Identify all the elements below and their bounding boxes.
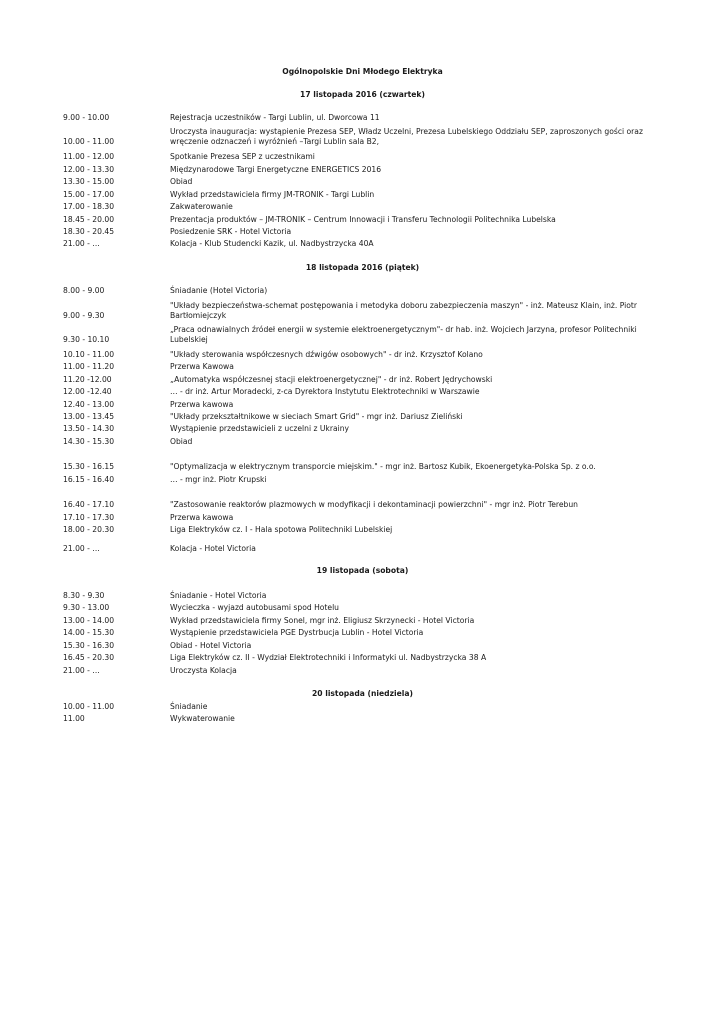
schedule-time: 18.30 - 20.45 bbox=[63, 227, 115, 236]
schedule-description: Wykwaterowanie bbox=[170, 714, 235, 723]
schedule-description: Rejestracja uczestników - Targi Lublin, ul. Dworcowa 11 bbox=[170, 113, 380, 122]
schedule-description: Kolacja - Klub Studencki Kazik, ul. Nadbystrzycka 40A bbox=[170, 239, 374, 248]
schedule-time: 16.45 - 20.30 bbox=[63, 653, 115, 662]
schedule-time: 21.00 - … bbox=[63, 239, 100, 248]
schedule-time: 15.00 - 17.00 bbox=[63, 190, 115, 199]
schedule-description: „Praca odnawialnych źródeł energii w systemie elektroenergetycznym"- dr hab. inż. Wojciech Jarzyna, profesor Politechniki Lubelskiej bbox=[170, 325, 637, 344]
schedule-description: Liga Elektryków cz. I - Hala spotowa Politechniki Lubelskiej bbox=[170, 525, 393, 534]
schedule-description: Śniadanie - Hotel Victoria bbox=[170, 591, 267, 600]
schedule-time: 17.00 - 18.30 bbox=[63, 202, 115, 211]
schedule-time: 13.50 - 14.30 bbox=[63, 424, 115, 433]
schedule-description: Wystąpienie przedstawicieli z uczelni z Ukrainy bbox=[170, 424, 350, 433]
schedule-time: 15.30 - 16.15 bbox=[63, 462, 115, 471]
schedule-time: 12.40 - 13.00 bbox=[63, 400, 115, 409]
schedule-description: "Układy przekształtnikowe w sieciach Smart Grid" - mgr inż. Dariusz Zieliński bbox=[170, 412, 463, 421]
schedule-description: Międzynarodowe Targi Energetyczne ENERGETICS 2016 bbox=[170, 165, 382, 174]
day-heading: 18 listopada 2016 (piątek) bbox=[305, 263, 420, 272]
schedule-time: 14.30 - 15.30 bbox=[63, 437, 115, 446]
schedule-time: 16.15 - 16.40 bbox=[63, 475, 115, 484]
schedule-description: Kolacja - Hotel Victoria bbox=[170, 544, 256, 553]
schedule-time: 10.00 - 11.00 bbox=[63, 702, 115, 711]
schedule-description: Uroczysta inauguracja: wystąpienie Prezesa SEP, Władz Uczelni, Prezesa Lubelskiego Oddziału SEP, zaproszonych gości oraz wręczenie odznaczeń i wyróżnień –Targi Lublin sala B2, bbox=[170, 127, 643, 146]
schedule-description: Śniadanie (Hotel Victoria) bbox=[170, 286, 268, 295]
schedule-description: "Układy sterowania współczesnych dźwigów osobowych" - dr inż. Krzysztof Kolano bbox=[170, 350, 483, 359]
schedule-time: 18.00 - 20.30 bbox=[63, 525, 115, 534]
schedule-time: 16.40 - 17.10 bbox=[63, 500, 115, 509]
schedule-time: 13.00 - 14.00 bbox=[63, 616, 115, 625]
schedule-time: 13.00 - 13.45 bbox=[63, 412, 115, 421]
schedule-time: 12.00 -12.40 bbox=[63, 387, 112, 396]
schedule-description: "Układy bezpieczeństwa-schemat postępowania i metodyka doboru zabezpieczenia maszyn" - inż. Mateusz Klain, inż. Piotr Bartłomiejczyk bbox=[170, 301, 638, 320]
schedule-description: Wykład przedstawiciela firmy JM-TRONIK - Targi Lublin bbox=[170, 190, 375, 199]
schedule-description: Wycieczka - wyjazd autobusami spod Hotelu bbox=[170, 603, 339, 612]
schedule-time: 21.00 - … bbox=[63, 666, 100, 675]
schedule-time: 11.00 - 11.20 bbox=[63, 362, 115, 371]
schedule-time: 10.10 - 11.00 bbox=[63, 350, 115, 359]
schedule-description: Zakwaterowanie bbox=[170, 202, 233, 211]
schedule-description: Wystąpienie przedstawiciela PGE Dystrbucja Lublin - Hotel Victoria bbox=[170, 628, 424, 637]
day-heading: 17 listopada 2016 (czwartek) bbox=[300, 90, 425, 99]
schedule-time: 12.00 - 13.30 bbox=[63, 165, 115, 174]
schedule-time: 8.00 - 9.00 bbox=[63, 286, 105, 295]
page-title: Ogólnopolskie Dni Młodego Elektryka bbox=[282, 67, 443, 76]
schedule-time: 9.30 - 13.00 bbox=[63, 603, 110, 612]
schedule-time: 11.20 -12.00 bbox=[63, 375, 112, 384]
schedule-time: 10.00 - 11.00 bbox=[63, 137, 115, 146]
schedule-time: 8.30 - 9.30 bbox=[63, 591, 105, 600]
schedule-time: 18.45 - 20.00 bbox=[63, 215, 115, 224]
schedule-time: 9.00 - 10.00 bbox=[63, 113, 110, 122]
schedule-time: 11.00 bbox=[63, 714, 85, 723]
schedule-time: 11.00 - 12.00 bbox=[63, 152, 115, 161]
schedule-description: Śniadanie bbox=[170, 702, 208, 711]
schedule-description: … - mgr inż. Piotr Krupski bbox=[170, 475, 267, 484]
schedule-description: "Zastosowanie reaktorów plazmowych w modyfikacji i dekontaminacji powierzchni" - mgr inż. Piotr Terebun bbox=[170, 500, 578, 509]
schedule-time: 15.30 - 16.30 bbox=[63, 641, 115, 650]
schedule-description: Wykład przedstawiciela firmy Sonel, mgr inż. Eligiusz Skrzynecki - Hotel Victoria bbox=[170, 616, 475, 625]
schedule-description: Spotkanie Prezesa SEP z uczestnikami bbox=[170, 152, 315, 161]
schedule-description: Posiedzenie SRK - Hotel Victoria bbox=[170, 227, 292, 236]
schedule-time: 21.00 - … bbox=[63, 544, 100, 553]
schedule-description: Przerwa Kawowa bbox=[170, 362, 234, 371]
day-heading: 20 listopada (niedziela) bbox=[312, 689, 413, 698]
schedule-description: Przerwa kawowa bbox=[170, 513, 234, 522]
schedule-description: Liga Elektryków cz. II - Wydział Elektrotechniki i Informatyki ul. Nadbystrzycka 38 A bbox=[170, 653, 487, 662]
schedule-description: Obiad bbox=[170, 437, 193, 446]
schedule-description: Przerwa kawowa bbox=[170, 400, 234, 409]
schedule-description: „Automatyka współczesnej stacji elektroenergetycznej" - dr inż. Robert Jędrychowski bbox=[170, 375, 493, 384]
schedule-time: 9.00 - 9.30 bbox=[63, 311, 105, 320]
schedule-time: 13.30 - 15.00 bbox=[63, 177, 115, 186]
schedule-time: 17.10 - 17.30 bbox=[63, 513, 115, 522]
schedule-description: Obiad - Hotel Victoria bbox=[170, 641, 252, 650]
schedule-description: Prezentacja produktów – JM-TRONIK – Centrum Innowacji i Transferu Technologii Politechnika Lubelska bbox=[170, 215, 556, 224]
schedule-time: 14.00 - 15.30 bbox=[63, 628, 115, 637]
day-heading: 19 listopada (sobota) bbox=[316, 566, 409, 575]
schedule-description: … - dr inż. Artur Moradecki, z-ca Dyrektora Instytutu Elektrotechniki w Warszawie bbox=[170, 387, 480, 396]
schedule-time: 9.30 - 10.10 bbox=[63, 335, 110, 344]
schedule-description: Obiad bbox=[170, 177, 193, 186]
schedule-description: "Optymalizacja w elektrycznym transporcie miejskim." - mgr inż. Bartosz Kubik, Ekoenergetyka-Polska Sp. z o.o. bbox=[170, 462, 596, 471]
schedule-description: Uroczysta Kolacja bbox=[170, 666, 237, 675]
